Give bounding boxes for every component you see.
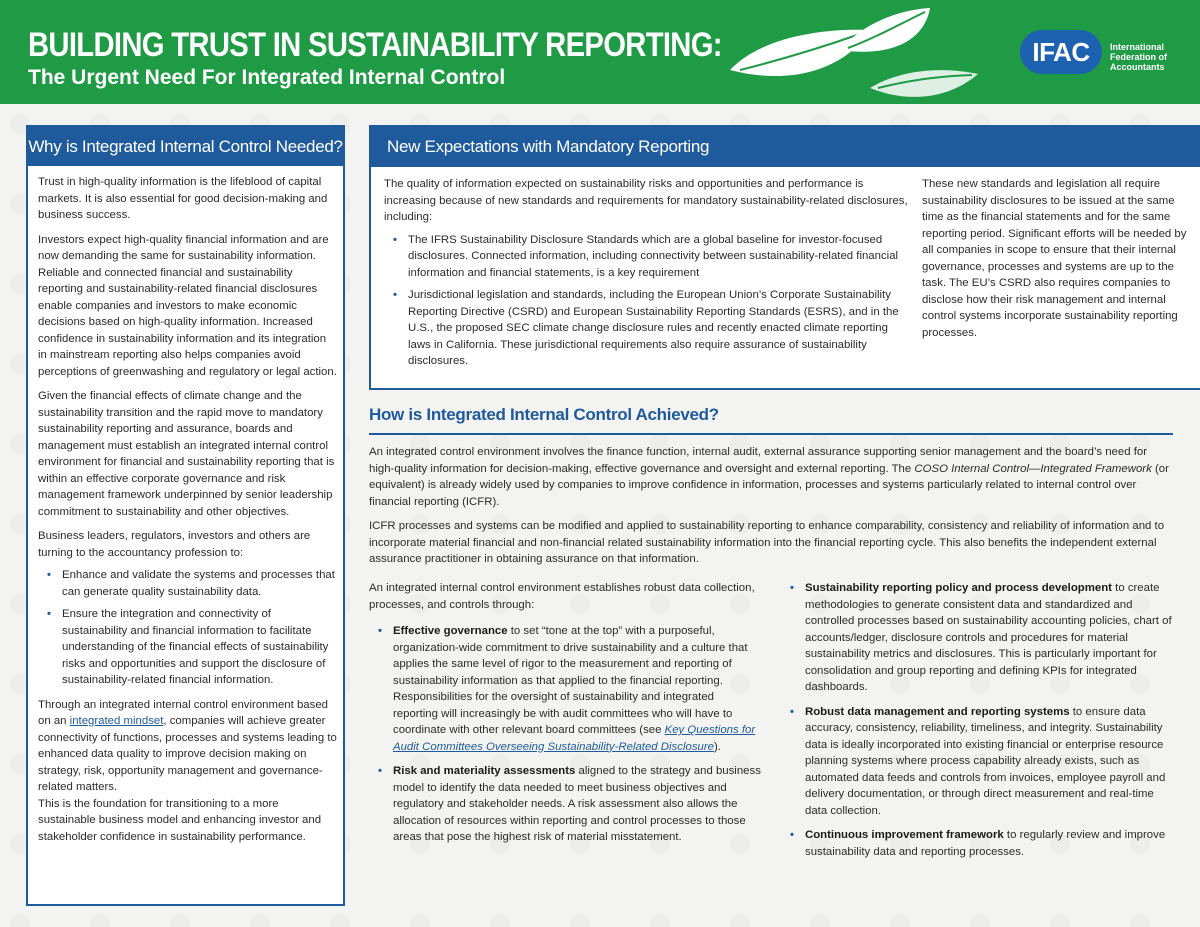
page-header [0,0,1200,104]
how-achieved-heading: How is Integrated Internal Control Achieved? [369,405,719,424]
list-item [369,763,761,846]
controls-list-continued [781,580,1176,860]
paragraph: Trust in high-quality information is the lifeblood of capital markets. It is also essential for good decision-making and business success. [38,176,328,221]
logo-mark: IFAC [1020,30,1102,74]
list-item: • The IFRS Sustainability Disclosure Standards which are a global baseline for investor-focused disclosures. Connected information, including connectivity between sustainability-related financial information and financial statements, is a key requirement [384,232,909,282]
list-item: • Enhance and validate the systems and processes that can generate quality sustainability data. [38,567,338,600]
paragraph: Given the financial effects of climate change and the sustainability transition and the rapid move to mandatory sustainability reporting and assurance, boards and management must establish an integrated internal control environment for financial and sustainability reporting that is within an effective corporate governance and risk management framework underpinned by senior leadership commitment to sustainability and other objectives. [38,390,335,518]
profession-list [38,567,338,689]
text: (or equivalent) is already widely used by companies to improve confidence in information, processes and systems particularly related to internal control over financial reporting (ICFR). [369,462,1169,508]
item-title: Risk and materiality assessments [393,765,576,777]
coso-framework-title: COSO Internal Control—Integrated Framework [914,462,1152,475]
expectations-main [384,176,909,378]
controls-list [369,623,761,846]
paragraph: This is the foundation for transitioning to a more sustainable business model and enhancing investor and stakeholder confidence in sustainability performance. [38,797,322,843]
list-item [369,623,761,755]
text: to regularly review and improve sustainability data and reporting processes. [805,829,1166,858]
paragraph: The quality of information expected on sustainability risks and opportunities and performance is increasing because of new standards and requirements for mandatory sustainability-related disclosures, including: [384,178,908,223]
text: to set “tone at the top” with a purposeful, organization-wide commitment to drive sustainability and a culture that applies the same level of rigor to the measurement and reporting of sustainability information as that applied to the financial reporting. Responsibilities for the oversight of sustainability and integrated reporting will increasingly be with audit committees who will have to coordinate with other relevant board committees (see [393,625,748,736]
expectations-heading: New Expectations with Mandatory Reporting [371,127,1200,167]
how-achieved-column-1 [369,580,761,854]
page-title: BUILDING TRUST IN SUSTAINABILITY REPORTING: [28,26,722,64]
leaves-icon [720,8,980,104]
list-item [781,704,1176,820]
paragraph [38,697,338,796]
item-title: Robust data management and reporting systems [805,705,1070,718]
paragraph [369,444,1169,510]
page-subtitle: The Urgent Need For Integrated Internal Control [28,66,506,89]
text: An integrated control environment involves the finance function, internal audit, external assurance supporting senior management and the board’s need for high-quality information for decision-making, effective governance and oversight and external reporting. The [369,446,1148,475]
list-item [781,827,1176,860]
text: Through an integrated internal control environment based on an [38,698,329,727]
how-achieved-intro [369,444,1169,576]
list-item [781,580,1176,696]
how-achieved-column-2 [781,580,1176,868]
why-needed-heading: Why is Integrated Internal Control Needed? [28,127,343,166]
list-item: • Jurisdictional legislation and standards, including the European Union’s Corporate Sustainability Reporting Directive (CSRD) and European Sustainability Reporting Standards (ESRS), and in the U.S., the proposed SEC climate change disclosure rules and recently enacted climate reporting laws in California. These jurisdictional requirements also require assurance of sustainability disclosures. [384,287,909,370]
expectations-panel [369,125,1200,390]
item-title: Effective governance [393,625,508,637]
text: ). [713,740,721,753]
item-title: Continuous improvement framework [805,829,1004,841]
audit-committees-link[interactable]: Key Questions for Audit Committees Overseeing Sustainability-Related Disclosure [393,724,756,753]
text: aligned to the strategy and business model to identify the data needed to meet business objectives and regulatory and stakeholder needs. A risk assessment also allows the allocation of resources within reporting and control processes to those areas that pose the highest risk of material misstatement. [393,765,761,843]
paragraph: An integrated internal control environment establishes robust data collection, processes, and controls through: [369,582,755,611]
text: to ensure data accuracy, consistency, reliability, timeliness, and integrity. Sustainability data is ideally incorporated into existing financial or enterprise resource planning systems where process capability already exists, such as automated data feeds and controls from invoices, employee payroll and delivery documentation, or through direct measurement and real-time data collection. [805,705,1166,817]
why-needed-panel [26,125,345,906]
text: , companies will achieve greater connectivity of functions, processes and systems leading to enhanced data quality to improve decision making on strategy, risk, opportunity management and governance-related matters. [38,715,337,793]
paragraph: Business leaders, regulators, investors and others are turning to the accountancy profession to: [38,530,311,559]
paragraph: ICFR processes and systems can be modified and applied to sustainability reporting to enhance comparability, consistency and reliability of information and to incorporate material financial and non-financial related sustainability information into the financial reporting cycle. This also benefits the independent external assurance practitioner in obtaining assurance on that information. [369,520,1165,565]
logo-text: International Federation of Accountants [1110,42,1168,72]
text: to create methodologies to generate consistent data and standardized and controlled processes based on sustainability accounting policies, chart of accounts/ledger, disclosure controls and procedures for material sustainability metrics and disclosures. This is particularly important for consolidation and group reporting and defining KPIs for integrated dashboards. [805,582,1172,693]
expectations-side: These new standards and legislation all require sustainability disclosures to be issued at the same time as the financial statements and for the same reporting period. Significant efforts will be needed by all companies in scope to ensure that their internal governance, processes and systems are up to the task. The EU’s CSRD also requires companies to disclose how their risk management and internal control systems incorporate sustainability reporting processes. [922,178,1187,339]
standards-list [384,232,909,370]
divider [369,433,1173,435]
item-title: Sustainability reporting policy and process development [805,582,1112,594]
list-item: • Ensure the integration and connectivity of sustainability and financial information to facilitate understanding of the financial effects of sustainability risks and opportunities and support the disclosure of sustainability-related financial information. [38,606,338,689]
integrated-mindset-link[interactable]: integrated mindset [69,715,164,727]
paragraph: Investors expect high-quality financial information and are now demanding the same for sustainability information. Reliable and connected financial and sustainability reporting and sustainability-related financial disclosures enable companies and investors to make economic decisions based on high-quality information. Increased confidence in sustainability information and its integration in mainstream reporting also helps companies avoid perceptions of greenwashing and regulatory or legal action. [38,233,337,378]
why-needed-body [38,174,338,853]
